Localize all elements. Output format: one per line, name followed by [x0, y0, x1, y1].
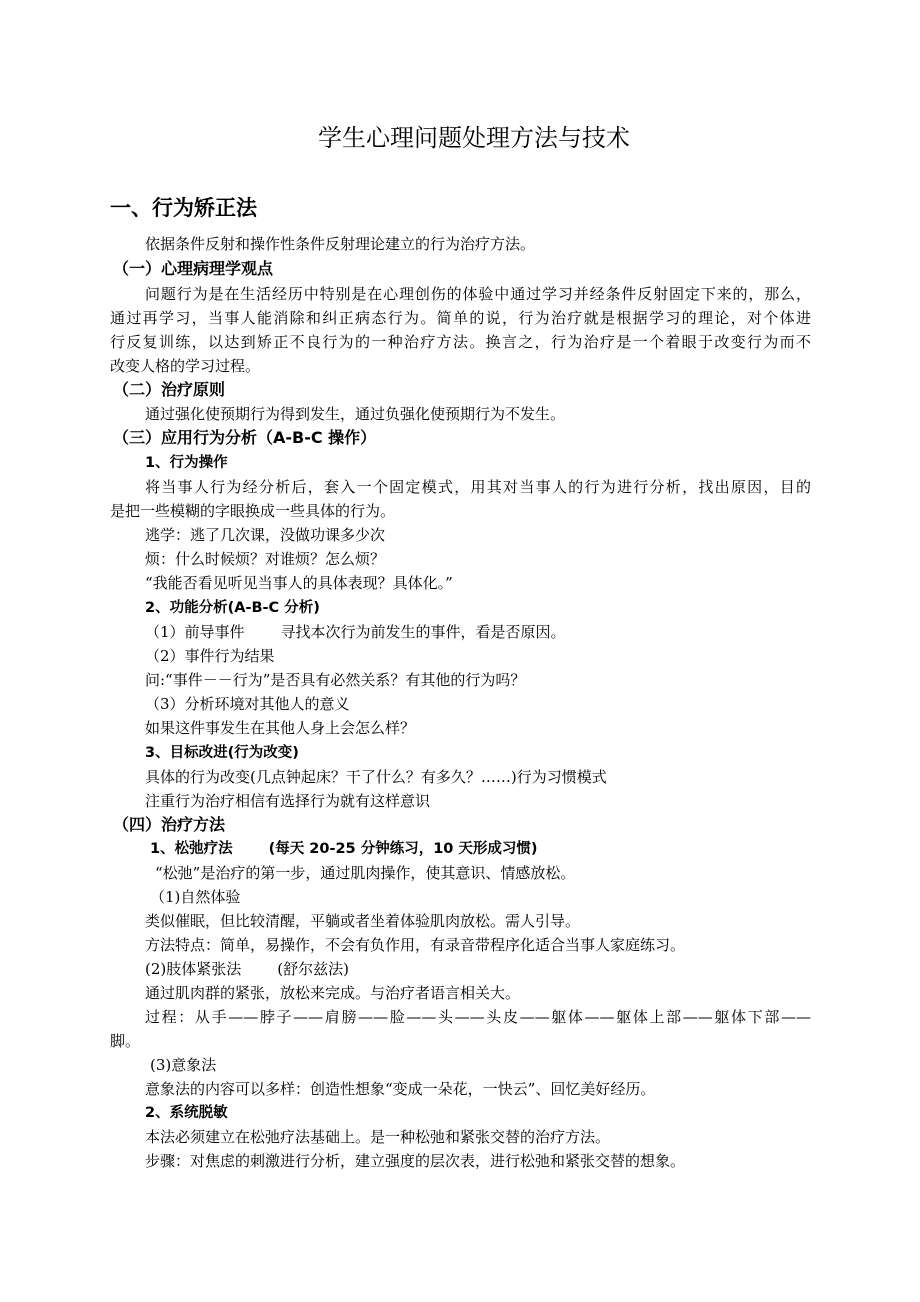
point-text: 寻找本次行为前发生的事件，看是否原因。 — [280, 623, 566, 641]
point-note: (舒尔兹法) — [277, 960, 349, 978]
paragraph-line: （3）分析环境对其他人的意义 — [145, 695, 350, 713]
subsection-heading: （四）治疗方法 — [113, 815, 226, 834]
paragraph-line: 意象法的内容可以多样：创造性想象“变成一朵花，一快云”、回忆美好经历。 — [145, 1080, 656, 1098]
subsection-heading: （二）治疗原则 — [113, 380, 226, 399]
paragraph-line: 逃学：逃了几次课，没做功课多少次 — [145, 526, 386, 544]
paragraph-line — [145, 957, 349, 981]
paragraph-line: 行反复训练，以达到矫正不良行为的一种治疗方法。换言之，行为治疗是一个着眼于改变行为而不 — [110, 333, 811, 351]
paragraph-line: 本法必须建立在松弛疗法基础上。是一种松弛和紧张交替的治疗方法。 — [145, 1128, 611, 1146]
method-title: 1、松弛疗法 — [150, 841, 233, 857]
paragraph-line: 如果这件事发生在其他人身上会怎么样？ — [145, 719, 416, 737]
paragraph-line: 方法特点：简单，易操作，不会有负作用，有录音带程序化适合当事人家庭练习。 — [145, 936, 686, 954]
paragraph-line: 通过再学习，当事人能消除和纠正病态行为。简单的说，行为治疗就是根据学习的理论，对个体进 — [110, 309, 811, 327]
subsection-heading: （一）心理病理学观点 — [113, 259, 274, 278]
section-intro: 依据条件反射和操作性条件反射理论建立的行为治疗方法。 — [145, 235, 536, 253]
paragraph-line: 通过肌肉群的紧张，放松来完成。与治疗者语言相关大。 — [145, 984, 521, 1002]
paragraph-line: 烦：什么时候烦？对谁烦？怎么烦？ — [145, 550, 386, 568]
paragraph-line: “我能否看见听见当事人的具体表现？具体化。” — [145, 574, 453, 592]
paragraph-line: 注重行为治疗相信有选择行为就有这样意识 — [145, 792, 431, 810]
paragraph-line: (3)意象法 — [150, 1056, 217, 1074]
item-heading: 3、目标改进(行为改变) — [145, 745, 299, 761]
paragraph-line: （2）事件行为结果 — [145, 647, 275, 665]
paragraph-line: 脚。 — [110, 1032, 141, 1050]
paragraph-line: （1)自然体验 — [150, 888, 241, 906]
paragraph-line: 改变人格的学习过程。 — [110, 357, 261, 375]
paragraph-line: 问:“事件－－行为”是否具有必然关系？有其他的行为吗？ — [145, 671, 526, 689]
page-title: 学生心理问题处理方法与技术 — [318, 124, 630, 152]
item-heading: 2、系统脱敏 — [145, 1105, 228, 1121]
paragraph-line: 过程：从手——脖子——肩膀——脸——头——头皮——躯体——躯体上部——躯体下部—— — [145, 1008, 811, 1026]
point-label: (2)肢体紧张法 — [145, 960, 242, 978]
item-heading: 2、功能分析(A-B-C 分析) — [145, 600, 320, 616]
subsection-heading: （三）应用行为分析（A-B-C 操作） — [113, 428, 377, 447]
paragraph-line — [145, 620, 566, 644]
paragraph-line: 问题行为是在生活经历中特别是在心理创伤的体验中通过学习并经条件反射固定下来的，那么， — [145, 285, 811, 303]
method-note: (每天 20-25 分钟练习，10 天形成习惯) — [268, 841, 538, 857]
paragraph-line: 类似催眠，但比较清醒，平躺或者坐着体验肌肉放松。需人引导。 — [145, 912, 581, 930]
section-heading: 一、行为矫正法 — [110, 196, 257, 220]
item-heading: 1、行为操作 — [145, 455, 228, 471]
paragraph-line: 步骤：对焦虑的刺激进行分析，建立强度的层次表，进行松弛和紧张交替的想象。 — [145, 1152, 686, 1170]
paragraph-line: “松弛”是治疗的第一步，通过肌肉操作，使其意识、情感放松。 — [155, 864, 576, 882]
item-heading — [150, 837, 538, 861]
paragraph-line: 通过强化使预期行为得到发生，通过负强化使预期行为不发生。 — [145, 405, 566, 423]
paragraph-line: 是把一些模糊的字眼换成一些具体的行为。 — [110, 502, 396, 520]
paragraph-line: 具体的行为改变(几点钟起床？干了什么？有多久？……)行为习惯模式 — [145, 768, 607, 786]
paragraph-line: 将当事人行为经分析后，套入一个固定模式，用其对当事人的行为进行分析，找出原因，目的 — [145, 478, 811, 496]
point-label: （1）前导事件 — [145, 623, 245, 641]
